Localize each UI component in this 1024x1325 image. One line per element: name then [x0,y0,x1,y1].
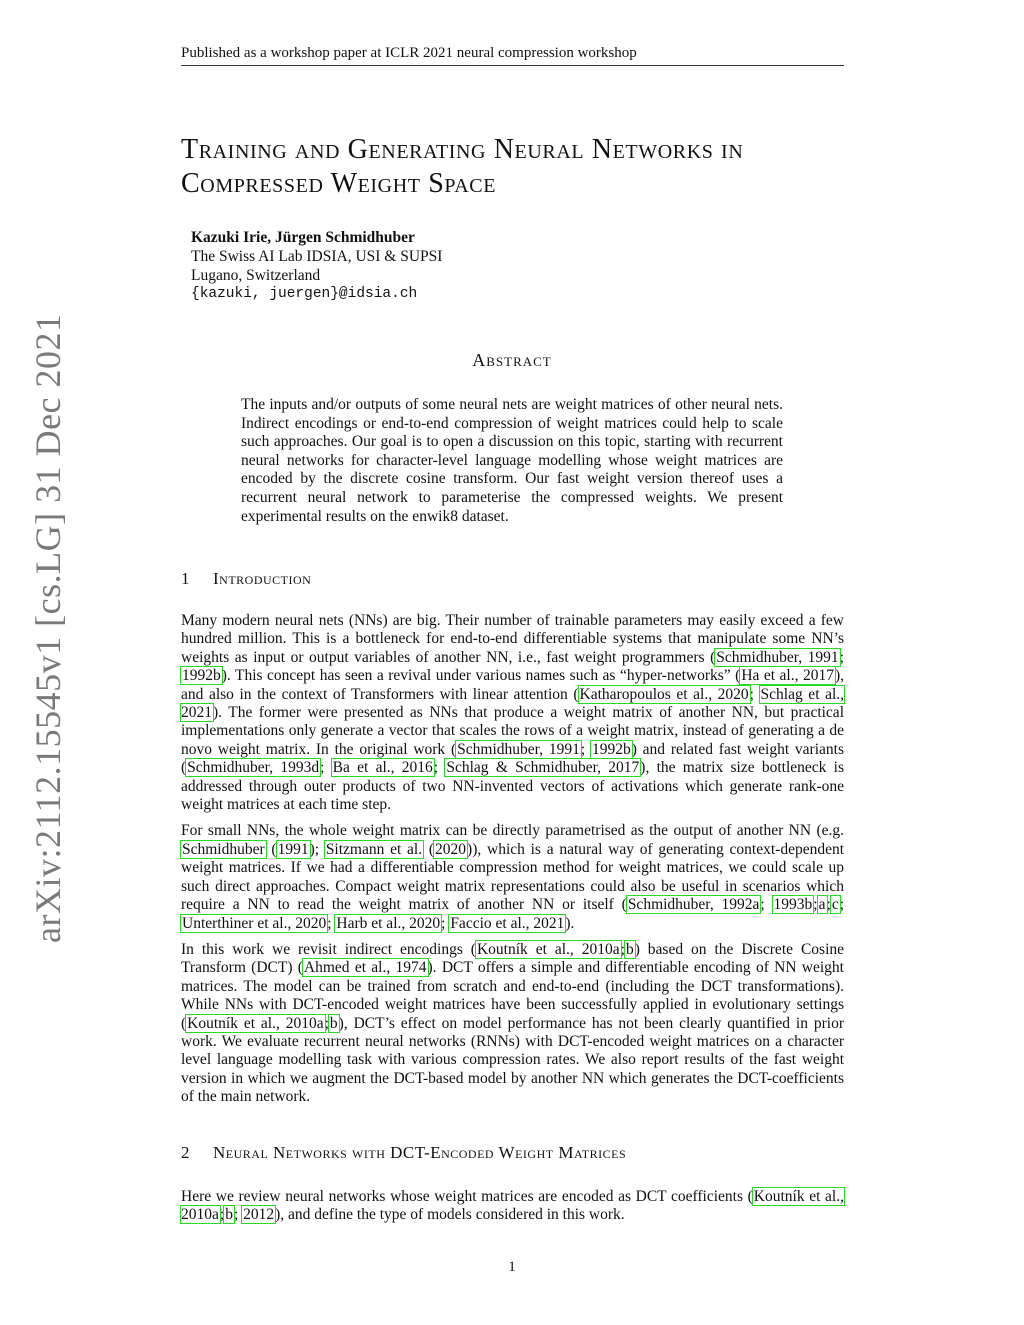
citation-link[interactable]: Sitzmann et al. [325,840,423,858]
text-run: Many modern neural nets (NNs) are big. Their number of trainable parameters may easily exceed a few hundred million. This is a bottleneck for end-to-end differentiable systems that manipulate some NN’s weights as input or output variables of another NN, i.e., fast weight programmers ( [181,612,844,666]
text-run: ; [324,1014,329,1032]
citation-link[interactable]: 1993b [773,896,813,914]
section-1-body [181,612,844,1115]
text-run: ; [839,648,844,666]
text-run: For small NNs, the whole weight matrix can be directly parametrised as the output of another NN (e.g. [181,822,844,840]
author-names: Kazuki Irie, Jürgen Schmidhuber [191,229,415,246]
citation-link[interactable]: Schmidhuber [182,840,265,858]
text-run: ) and related fast weight variants ( [181,740,844,777]
title-line-2: Compressed Weight Space [181,168,497,199]
intro-paragraph-1 [181,612,844,814]
author-email: {kazuki, juergen}@idsia.ch [191,286,418,302]
section-2-number: 2 [181,1143,190,1162]
citation-link[interactable]: Ha et al., 2017 [741,667,834,685]
text-run: ). The former were presented as NNs that produce a weight matrix of another NN, but practical implementations only generate a vector that scales the rows of a weight matrix, instead of generating a de novo weight matrix. In the original work ( [181,704,844,758]
citation-link[interactable]: Schlag & Schmidhuber, 2017 [446,759,640,777]
citation-link[interactable]: Schmidhuber, 1991 [457,740,580,758]
text-run: ). [565,914,575,932]
section-2-body [181,1188,844,1233]
text-run: ; [826,896,831,914]
citation-link[interactable]: Schmidhuber, 1991 [716,648,839,666]
section-2-title: Neural Networks with DCT-Encoded Weight Matrices [213,1143,627,1162]
author-location: Lugano, Switzerland [191,267,321,284]
section-2-heading [181,1143,626,1163]
citation-link[interactable]: Koutník et al., 2010a [181,1188,844,1224]
text-run: ( [265,840,277,858]
citation-link[interactable]: 1992b [182,667,221,685]
citation-link[interactable]: Schlag et al., 2021 [181,685,845,722]
citation-link[interactable]: Ba et al., 2016 [332,759,433,777]
text-run: ). DCT offers a simple and differentiable encoding of NN weight matrices. The model can be trained from scratch and end-to-end (including the DCT transformations). While NNs with DCT-encoded weight matrices have been successfully applied in evolutionary settings ( [181,959,844,1032]
text-run: ; [433,759,446,777]
text-run: ). This concept has seen a revival under various names such as “hyper-networks” ( [221,667,741,685]
abstract-heading: Abstract [472,350,552,370]
text-run: ), and define the type of models considered in this work. [275,1206,625,1224]
citation-link[interactable]: Schmidhuber, 1993d [187,759,320,777]
intro-paragraph-2 [181,822,844,932]
citation-link[interactable]: Faccio et al., 2021 [450,914,565,932]
text-run: ; [441,914,450,932]
section-1-number: 1 [181,569,190,588]
author-block [191,228,442,304]
citation-link[interactable]: Katharopoulos et al., 2020 [579,685,749,703]
citation-link[interactable]: Koutník et al., 2010a [187,1014,324,1032]
text-run: Here we review neural networks whose weight matrices are encoded as DCT coefficients ( [181,1188,753,1205]
citation-link[interactable]: b [329,1014,338,1032]
text-run: ; [320,759,332,777]
text-run: ); [309,840,325,858]
citation-link[interactable]: a [818,896,826,914]
text-run: ), DCT’s effect on model performance has not been clearly quantified in prior work. We evaluate recurrent neural networks (RNNs) with DCT-encoded weight matrices on a character level language modelling task with various compression rates. We also report results of the fast weight version in which we augment the DCT-based model by another NN which generates the DCT-coefficients of the main network. [181,1014,844,1106]
citation-link[interactable]: Unterthiner et al., 2020 [182,914,327,932]
text-run: ; [580,740,591,758]
text-run: ; [233,1206,243,1224]
text-run: ( [423,840,435,858]
citation-link[interactable]: 2020 [435,840,467,858]
paper-title [181,133,861,201]
citation-link[interactable]: 2012 [243,1206,275,1224]
citation-link[interactable]: Harb et al., 2020 [336,914,441,932]
text-run: ; [749,685,760,703]
text-run: ; [839,896,845,914]
citation-link[interactable]: Ahmed et al., 1974 [303,959,427,977]
title-line-1: Training and Generating Neural Networks in [181,134,744,165]
running-header: Published as a workshop paper at ICLR 2021 neural compression workshop [181,44,844,66]
arxiv-stamp: arXiv:2112.15545v1 [cs.LG] 31 Dec 2021 [28,313,68,943]
author-affiliation: The Swiss AI Lab IDSIA, USI & SUPSI [191,248,443,265]
text-run: ), the matrix size bottleneck is addressed through outer products of two NN-invented vectors of activations which generate rank-one weight matrices at each time step. [181,759,845,814]
citation-link[interactable]: 1992b [591,740,631,758]
text-run: )), which is a natural way of generating context-dependent weight matrices. If we had a differentiable compression method for weight matrices, we could scale up such direct approaches. Compact weight matrix representations could also be useful in scenarios which require a NN to read the weight matrix of another NN or itself ( [181,840,845,914]
citation-link[interactable]: 1991 [277,840,309,858]
citation-link[interactable]: b [625,940,634,958]
text-run: ; [813,896,818,914]
text-run: ; [620,940,625,958]
abstract-text: The inputs and/or outputs of some neural nets are weight matrices of other neural nets. Indirect encodings or end-to-end compression of weight matrices could help to scale such approaches. Our goal is to open a discussion on this topic, starting with recurrent neural networks for character-level language modelling whose weight matrices are encoded by the discrete cosine transform. Our fast weight version thereof uses a recurrent neural network to parameterise the compressed weights. We present experimental results on the enwik8 dataset. [241,396,783,525]
citation-link[interactable]: c [831,896,839,914]
citation-link[interactable]: Schmidhuber, 1992a [627,896,760,914]
text-run: ; [219,1206,225,1224]
text-run: ; [760,896,773,914]
text-run: ), and also in the context of Transformers with linear attention ( [181,667,844,703]
page-number: 1 [508,1259,516,1275]
section-1-title: Introduction [213,569,312,588]
intro-paragraph-3 [181,941,844,1107]
section-1-heading [181,569,311,589]
text-run: In this work we revisit indirect encodings ( [181,940,476,958]
section-2-paragraph-1 [181,1188,844,1225]
text-run: ; [327,914,336,932]
citation-link[interactable]: Koutník et al., 2010a [476,940,620,958]
citation-link[interactable]: b [225,1206,233,1224]
text-run: ) based on the Discrete Cosine Transform (DCT) ( [181,940,845,977]
